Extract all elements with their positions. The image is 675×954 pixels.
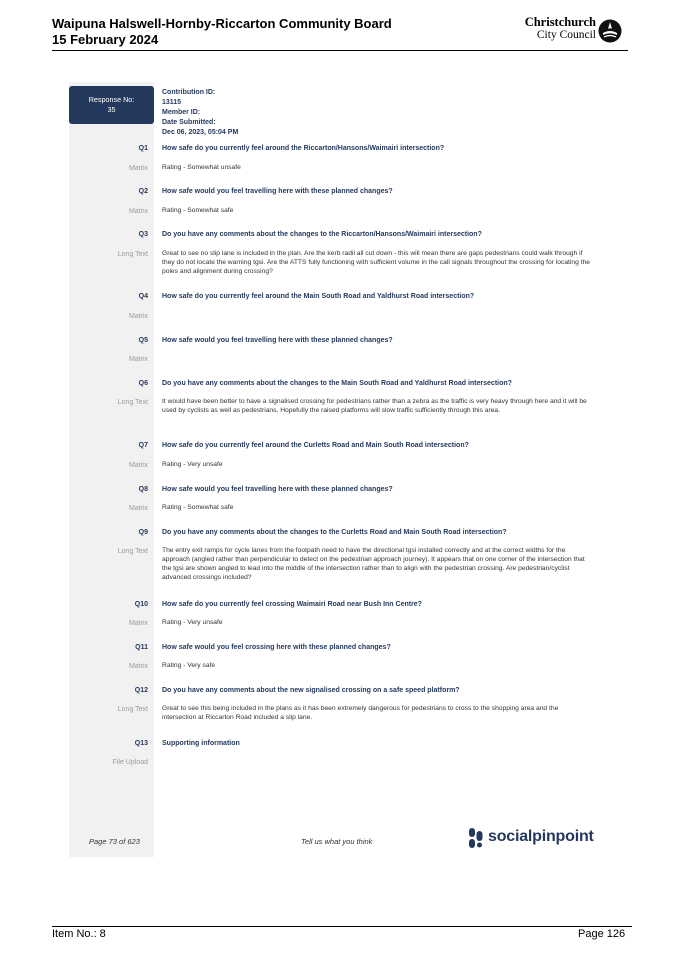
question-type: Matrix	[128, 462, 148, 469]
question-text: How safe do you currently feel around the Curletts Road and Main South Road intersection?	[162, 442, 469, 449]
question-number: Q8	[138, 486, 148, 493]
answer-text: Rating - Somewhat safe	[162, 504, 234, 511]
answer-text: It would have been better to have a signalised crossing for pedestrians rather than a zebra as the traffic is very heavy through here and it will be used by cyclists as well as pedestrians. Hopefully the raised platforms will slow traffic sufficiently through this area.	[162, 398, 587, 414]
response-meta	[162, 88, 238, 138]
meeting-date: 15 February 2024	[52, 32, 159, 47]
question-number: Q10	[134, 601, 148, 608]
response-number-badge	[69, 86, 154, 124]
question-type: Matrix	[128, 165, 148, 172]
answer-text: Rating - Very unsafe	[162, 461, 223, 468]
tagline: Tell us what you think	[301, 837, 373, 846]
question-type: Matrix	[128, 356, 148, 363]
answer-text: Great to see no slip lane is included in the plan. Are the kerb radii all cut down - this will mean there are gaps pedestrians could walk through if they do not locate the warning tgsi. Are the ATTS fully functioning with sufficient volume in the call signals throughout the crossing for locating the poles and alignment during crossing?	[162, 250, 590, 275]
answer-text: Rating - Somewhat safe	[162, 207, 234, 214]
question-type: Matrix	[128, 505, 148, 512]
question-text: Do you have any comments about the new signalised crossing on a safe speed platform?	[162, 687, 460, 694]
question-number: Q12	[134, 687, 148, 694]
answer-text: Rating - Very safe	[162, 662, 216, 669]
question-type: Long Text	[117, 706, 148, 713]
logo-line2: City Council	[536, 29, 596, 41]
question-type: Matrix	[128, 663, 148, 670]
question-text: How safe do you currently feel around the Main South Road and Yaldhurst Road intersection?	[162, 293, 475, 300]
question-text: Do you have any comments about the changes to the Curletts Road and Main South Road intersection?	[162, 529, 507, 536]
question-type: Matrix	[128, 620, 148, 627]
question-type: Matrix	[128, 313, 148, 320]
question-text: Supporting information	[162, 740, 240, 747]
contribution-id: Contribution ID: 13115	[162, 89, 216, 106]
question-number: Q3	[138, 231, 148, 238]
question-number: Q11	[135, 644, 148, 651]
council-logo	[512, 16, 622, 48]
brand-name: socialpinpoint	[488, 828, 594, 845]
response-number: 35	[107, 105, 116, 114]
page-number: Page 126	[578, 928, 626, 940]
member-id: Member ID:	[162, 109, 201, 116]
question-text: Do you have any comments about the changes to the Main South Road and Yaldhurst Road intersection?	[162, 380, 512, 387]
question-text: How safe would you feel crossing here with these planned changes?	[162, 644, 391, 651]
question-text: How safe do you currently feel crossing Waimairi Road near Bush Inn Centre?	[162, 601, 422, 608]
question-text: How safe would you feel travelling here with these planned changes?	[162, 486, 393, 493]
question-number: Q2	[138, 188, 148, 195]
question-type: Long Text	[117, 399, 148, 406]
christchurch-city-council-emblem-icon	[598, 19, 622, 43]
answer-text: Rating - Somewhat unsafe	[162, 164, 241, 171]
response-label: Response No:	[88, 95, 135, 104]
question-number: Q6	[138, 380, 148, 387]
header-title	[52, 16, 392, 48]
logo-line1: Christchurch	[524, 15, 596, 29]
question-number: Q13	[134, 740, 148, 747]
header-divider	[52, 50, 628, 51]
question-type: File Upload	[112, 759, 148, 766]
question-text: How safe would you feel travelling here with these planned changes?	[162, 337, 393, 344]
question-number: Q5	[138, 337, 148, 344]
question-type: Matrix	[128, 208, 148, 215]
footer-divider	[52, 926, 632, 927]
item-number: Item No.: 8	[52, 928, 106, 940]
socialpinpoint-logo	[469, 827, 609, 849]
page-header	[52, 14, 622, 50]
report-page-number: Page 73 of 623	[89, 837, 140, 846]
question-number: Q9	[138, 529, 148, 536]
socialpinpoint-logo-icon	[469, 828, 483, 848]
question-number: Q7	[138, 442, 148, 449]
answer-text: Rating - Very unsafe	[162, 619, 223, 626]
question-text: How safe do you currently feel around the Riccarton/Hansons/Waimairi intersection?	[162, 145, 445, 152]
date-submitted: Date Submitted: Dec 06, 2023, 05:04 PM	[162, 119, 239, 136]
question-number: Q4	[138, 293, 148, 300]
question-type: Long Text	[117, 548, 148, 555]
survey-response-panel	[69, 82, 610, 857]
question-number: Q1	[138, 145, 148, 152]
answer-text: The entry exit ramps for cycle lanes from the footpath need to have the directional tgsi installed correctly and at the correct widths for the approach (angled rather than perpendicular to detect on the pedestrian approach journey). It appears that on one corner of the intersection that the tgsi are shown angled to lead into the middle of the intersection rather than to align with the pedestrian crossing. Are pedestrian/cyclist advanced crossings included?	[162, 547, 585, 581]
answer-text: Great to see this being included in the plans as it has been extremely dangerous for pedestrians to cross to the shopping area and the intersection at Riccarton Road included a slip lane.	[162, 705, 559, 721]
question-text: Do you have any comments about the changes to the Riccarton/Hansons/Waimairi intersection?	[162, 231, 482, 238]
question-type: Long Text	[117, 251, 148, 258]
board-name: Waipuna Halswell-Hornby-Riccarton Community Board	[52, 16, 392, 31]
question-text: How safe would you feel travelling here with these planned changes?	[162, 188, 393, 195]
